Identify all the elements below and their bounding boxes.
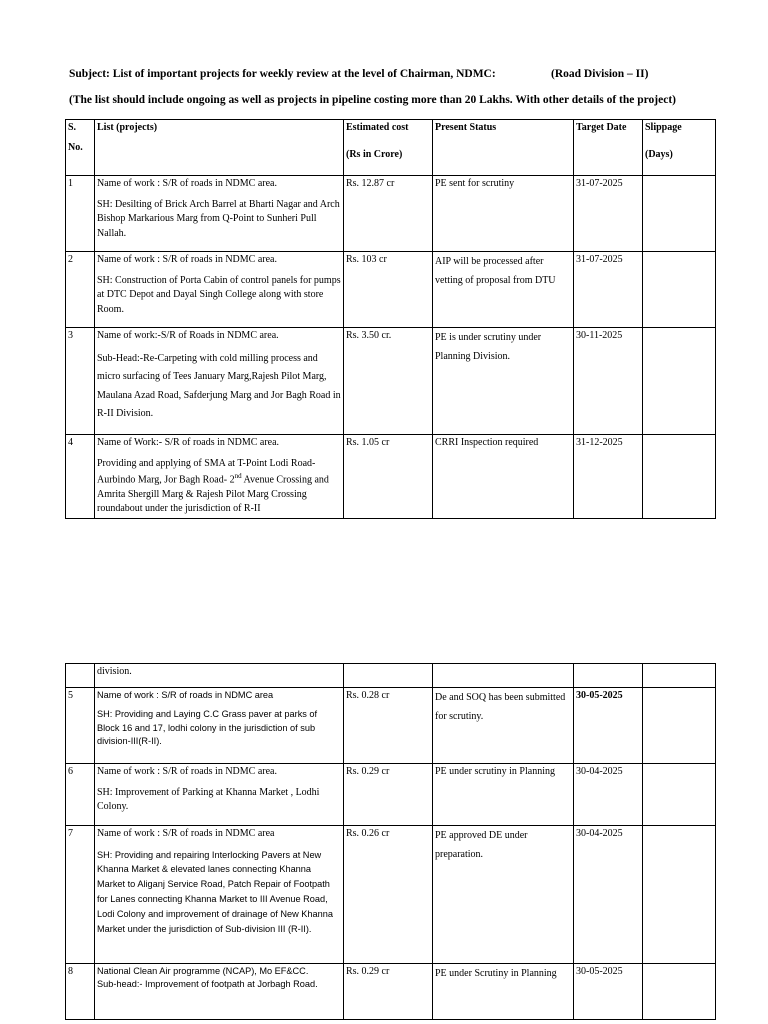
header-sno-1: S. [68,122,77,133]
table-row-continued [66,664,716,688]
row-project-detail: SH: Desilting of Brick Arch Barrel at Bharti Nagar and Arch Bishop Markarious Marg from Q-Point to Sunheri Pull Nallah. [97,198,340,239]
row-slippage [643,964,716,1020]
row-cost: Rs. 3.50 cr. [344,328,433,435]
row-project-name: Name of work : S/R of roads in NDMC area [97,828,275,839]
row-slippage [643,252,716,328]
detail-part-a: Providing and applying of SMA at T-Point Lodi Road-Aurbindo Marg, Jor Bagh Road- 2 [97,457,316,486]
row-status [433,664,574,688]
detail-superscript: nd [234,472,242,480]
row-project [95,252,344,328]
row-slippage [643,764,716,826]
header-cost-1: Estimated cost [346,122,409,133]
row-target: 30-04-2025 [574,764,643,826]
row-project-detail: SH: Construction of Porta Cabin of control panels for pumps at DTC Depot and Dayal Singh College along with store Room. [97,274,341,315]
row-sno: 4 [66,435,95,519]
row-cost [344,664,433,688]
row-slippage [643,435,716,519]
table-row [66,964,716,1020]
header-slippage-1: Slippage [645,122,682,133]
row-sno: 8 [66,964,95,1020]
row-cost: Rs. 103 cr [344,252,433,328]
table-row [66,764,716,826]
row-sno: 3 [66,328,95,435]
row-project-name: National Clean Air programme (NCAP), Mo EF&CC. [97,966,309,976]
row-project [95,764,344,826]
row-target [574,664,643,688]
row-slippage [643,176,716,252]
row-slippage [643,688,716,764]
row-cost: Rs. 0.28 cr [344,688,433,764]
note-line: (The list should include ongoing as well as projects in pipeline costing more than 20 Lakhs. With other details of the project) [69,94,676,106]
header-projects: List (projects) [95,120,344,176]
row-target: 31-12-2025 [574,435,643,519]
row-project-detail: SH: Improvement of Parking at Khanna Market , Lodhi Colony. [97,786,320,812]
row-sno: 6 [66,764,95,826]
row-cost: Rs. 1.05 cr [344,435,433,519]
table-row [66,826,716,964]
row-project-name: Name of work : S/R of roads in NDMC area. [97,766,277,777]
table-row [66,252,716,328]
row-target: 30-05-2025 [574,964,643,1020]
header-sno-2: No. [68,141,83,153]
table-row [66,328,716,435]
subject-line [69,68,709,80]
row-status: CRRI Inspection required [433,435,574,519]
row-project [95,688,344,764]
row-project-continued: division. [95,664,344,688]
row-target: 30-11-2025 [574,328,643,435]
row-project-name: Name of work : S/R of roads in NDMC area. [97,178,277,189]
row-project [95,826,344,964]
row-slippage [643,328,716,435]
row-sno: 5 [66,688,95,764]
row-sno [66,664,95,688]
row-status: PE under scrutiny in Planning [433,764,574,826]
row-slippage [643,826,716,964]
row-target: 31-07-2025 [574,176,643,252]
row-target: 30-05-2025 [574,688,643,764]
row-cost: Rs. 0.26 cr [344,826,433,964]
row-cost: Rs. 12.87 cr [344,176,433,252]
row-project-detail: SH: Providing and Laying C.C Grass paver at parks of Block 16 and 17, lodhi colony in the jurisdiction of sub division-III(R-II). [97,709,318,747]
row-project-name: Name of work:-S/R of Roads in NDMC area. [97,330,279,341]
row-project-detail: SH: Providing and repairing Interlocking Pavers at New Khanna Market & elevated lanes connecting Khanna Market to Aliganj Service Road, Patch Repair of Footpath for Lanes connecting Khanna Market to III Avenue Road, Lodi Colony and improvement of drainage of New Khanna Market under the jurisdiction of Sub-division III (R-II). [97,849,333,935]
row-project-name: Name of work : S/R of roads in NDMC area. [97,254,277,265]
header-cost-2: (Rs in Crore) [346,148,403,160]
row-status: PE under Scrutiny in Planning [433,964,574,1020]
header-cost [344,120,433,176]
row-sno: 2 [66,252,95,328]
header-status: Present Status [433,120,574,176]
header-slippage [643,120,716,176]
row-project-detail [97,457,341,517]
header-target: Target Date [574,120,643,176]
row-target: 30-04-2025 [574,826,643,964]
table-row [66,176,716,252]
row-project [95,176,344,252]
row-sno: 1 [66,176,95,252]
row-project-name: Name of work : S/R of roads in NDMC area [97,690,274,700]
header-slippage-2: (Days) [645,148,673,160]
row-sno: 7 [66,826,95,964]
table-header-row [66,120,716,176]
row-project-detail: Sub-head:- Improvement of footpath at Jorbagh Road. [97,979,318,990]
row-status: PE sent for scrutiny [433,176,574,252]
division-label: (Road Division – II) [551,68,649,80]
row-status: PE is under scrutiny under Planning Division. [433,328,574,435]
row-cost: Rs. 0.29 cr [344,764,433,826]
row-project [95,328,344,435]
table-row [66,435,716,519]
table-row [66,688,716,764]
row-status: De and SOQ has been submitted for scrutiny. [433,688,574,764]
subject-text: Subject: List of important projects for weekly review at the level of Chairman, NDMC: [69,68,496,80]
row-status: PE approved DE under preparation. [433,826,574,964]
row-cost: Rs. 0.29 cr [344,964,433,1020]
projects-table [65,119,716,519]
row-project [95,435,344,519]
row-status: AIP will be processed after vetting of proposal from DTU [433,252,574,328]
projects-table-continued [65,663,716,1020]
row-project-name: Name of Work:- S/R of roads in NDMC area. [97,437,280,448]
header-sno [66,120,95,176]
row-project [95,964,344,1020]
detail-part-b: Avenue Crossing and Amrita Shergill Marg & Rajesh Pilot Marg Crossing roundabout under the jurisdiction of R-II [97,474,329,515]
row-project-detail: Sub-Head:-Re-Carpeting with cold milling process and micro surfacing of Tees January Marg,Rajesh Pilot Marg, Maulana Azad Road, Safderjung Marg and Jor Bagh Road in R-II Division. [97,352,341,419]
row-target: 31-07-2025 [574,252,643,328]
row-slippage [643,664,716,688]
